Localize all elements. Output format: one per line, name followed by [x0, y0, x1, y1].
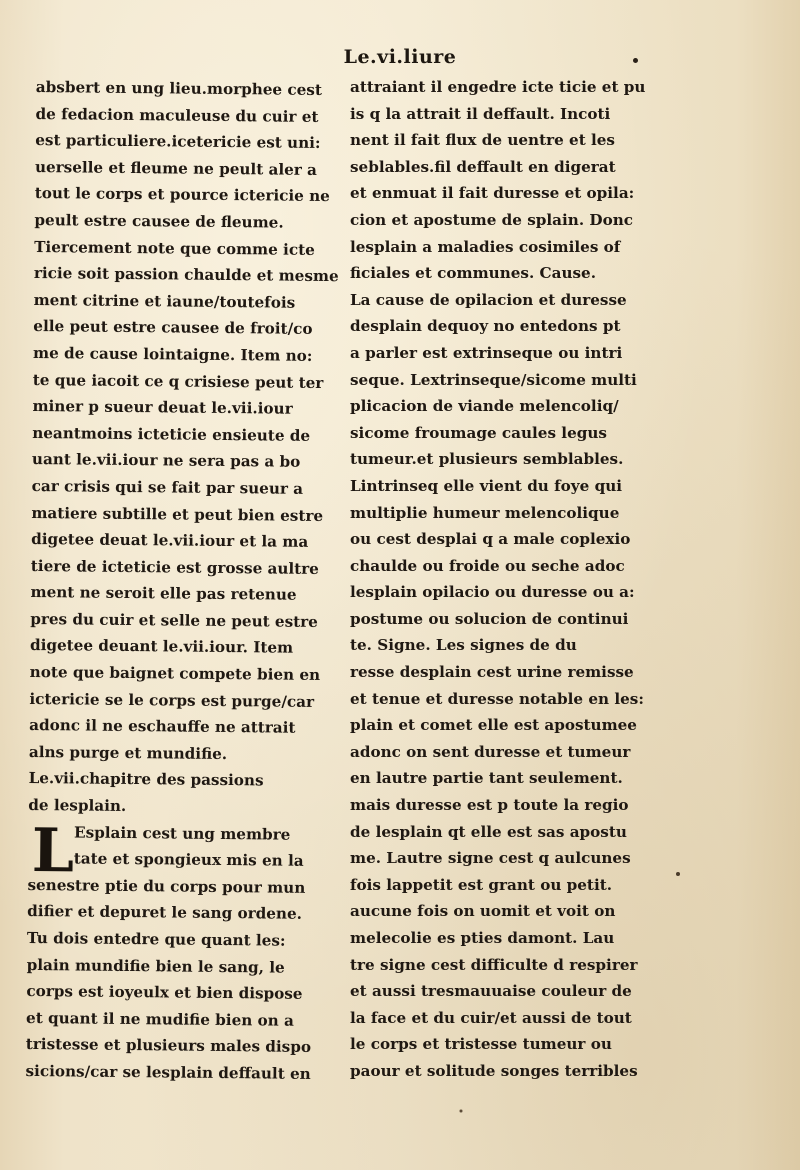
text-line: chaulde ou froide ou seche adoc [350, 556, 625, 575]
text-line: plicacion de viande melencoliq/ [350, 397, 619, 416]
drop-initial: L [31, 815, 75, 887]
text-line: mais duresse est p toute la regio [350, 796, 629, 815]
text-line: ficiales et communes. Cause. [350, 264, 596, 283]
text-line: absbert en ung lieu.morphee cest [35, 77, 323, 99]
text-line: postume ou solucion de continui [350, 609, 629, 628]
text-line: lesplain opilacio ou duresse ou a: [350, 583, 635, 602]
right-text-column [350, 74, 660, 1085]
text-line: Lintrinseq elle vient du foye qui [350, 476, 623, 495]
text-line: seque. Lextrinseque/sicome multi [350, 370, 637, 389]
text-line: sicions/car se lesplain deffault en [25, 1061, 311, 1083]
text-line: note que baignet compete bien en [29, 663, 321, 685]
text-line: paour et solitude songes terribles [350, 1061, 638, 1080]
text-line: difier et depuret le sang ordene. [27, 902, 303, 924]
text-line: uerselle et fleume ne peult aler a [34, 157, 318, 179]
text-line: La cause de opilacion et duresse [350, 290, 627, 309]
text-line: aucune fois on uomit et voit on [350, 902, 616, 921]
text-line: et tenue et duresse notable en les: [350, 689, 644, 708]
text-line: de fedacion maculeuse du cuir et [35, 104, 319, 126]
text-line: pres du cuir et selle ne peut estre [30, 609, 318, 631]
text-line: elle peut estre causee de froit/co [33, 317, 313, 339]
text-line: te. Signe. Les signes de du [350, 636, 577, 655]
text-line: is q la attrait il deffault. Incoti [350, 104, 611, 123]
text-line: et quant il ne mudifie bien on a [26, 1008, 295, 1030]
text-line: le corps et tristesse tumeur ou [350, 1035, 612, 1054]
text-line: a parler est extrinseque ou intri [350, 343, 623, 362]
text-line: tiere de icteticie est grosse aultre [30, 556, 320, 578]
text-line: Esplain cest ung membre [73, 823, 291, 844]
text-line: uant le.vii.iour ne sera pas a bo [31, 450, 301, 472]
text-line: cion et apostume de splain. Donc [350, 210, 633, 229]
text-line: attraiant il engedre icte ticie et pu [350, 78, 646, 96]
text-line: desplain dequoy no entedons pt [350, 317, 621, 336]
text-line: tumeur.et plusieurs semblables. [350, 450, 624, 469]
text-line: Le.vii.chapitre des passions [28, 769, 264, 790]
text-line: adonc il ne eschauffe ne attrait [29, 716, 296, 738]
ink-speck [676, 872, 680, 876]
text-line: sicome froumage caules legus [350, 423, 607, 442]
text-line: neantmoins icteticie ensieute de [32, 423, 311, 445]
text-line: corps est ioyeulx et bien dispose [26, 982, 303, 1004]
left-text-column [25, 74, 354, 1088]
text-line: Tiercement note que comme icte [34, 237, 315, 259]
text-line: et enmuat il fait duresse et opila: [350, 184, 635, 203]
text-line: ment ne seroit elle pas retenue [30, 583, 297, 605]
text-line: me de cause lointaigne. Item no: [32, 343, 313, 365]
ink-mark [633, 58, 638, 63]
ink-speck [455, 1108, 467, 1114]
text-line: digetee deuat le.vii.iour et la ma [31, 530, 309, 551]
text-line: plain et comet elle est apostumee [350, 716, 637, 735]
text-line: nent il fait flux de uentre et les [350, 131, 615, 150]
text-line: ricie soit passion chaulde et mesme [33, 264, 339, 286]
text-line: tate et spongieux mis en la [73, 849, 304, 871]
text-line: adonc on sent duresse et tumeur [350, 742, 631, 761]
text-line: ou cest desplai q a male coplexio [350, 530, 631, 549]
text-line: peult estre causee de fleume. [34, 210, 284, 232]
text-line: melecolie es pties damont. Lau [350, 929, 615, 947]
text-line: matiere subtille et peut bien estre [31, 503, 324, 525]
text-line: ictericie se le corps est purge/car [29, 689, 315, 711]
text-line: multiplie humeur melencolique [350, 503, 620, 522]
running-head: Le.vi.liure [343, 46, 457, 68]
text-line: tout le corps et pource ictericie ne [34, 184, 330, 206]
text-line: et aussi tresmauuaise couleur de [350, 982, 632, 1001]
text-line: miner p sueur deuat le.vii.iour [32, 397, 293, 418]
text-line: Tu dois entedre que quant les: [26, 928, 286, 950]
text-line: car crisis qui se fait par sueur a [31, 476, 304, 498]
text-line: la face et du cuir/et aussi de tout [350, 1008, 632, 1027]
text-line: alns purge et mundifie. [28, 742, 228, 763]
text-line: te que iacoit ce q crisiese peut ter [32, 370, 324, 392]
text-line: resse desplain cest urine remisse [350, 663, 634, 682]
text-line: lesplain a maladies cosimiles of [350, 237, 621, 256]
text-line: plain mundifie bien le sang, le [26, 955, 285, 977]
text-line: de lesplain qt elle est sas apostu [350, 822, 627, 841]
text-line: seblables.fil deffault en digerat [350, 157, 616, 176]
text-line: tre signe cest difficulte d respirer [350, 955, 638, 974]
text-line: fois lappetit est grant ou petit. [350, 875, 613, 894]
text-line: est particuliere.icetericie est uni: [35, 131, 321, 153]
text-line: de lesplain. [28, 795, 127, 816]
text-line: me. Lautre signe cest q aulcunes [350, 849, 631, 868]
text-line: digetee deuant le.vii.iour. Item [29, 636, 294, 658]
text-line: tristesse et plusieurs males dispo [25, 1035, 312, 1057]
text-line: ment citrine et iaune/toutefois [33, 290, 296, 312]
text-line: en lautre partie tant seulement. [350, 769, 623, 788]
text-line: senestre ptie du corps pour mun [27, 875, 306, 897]
